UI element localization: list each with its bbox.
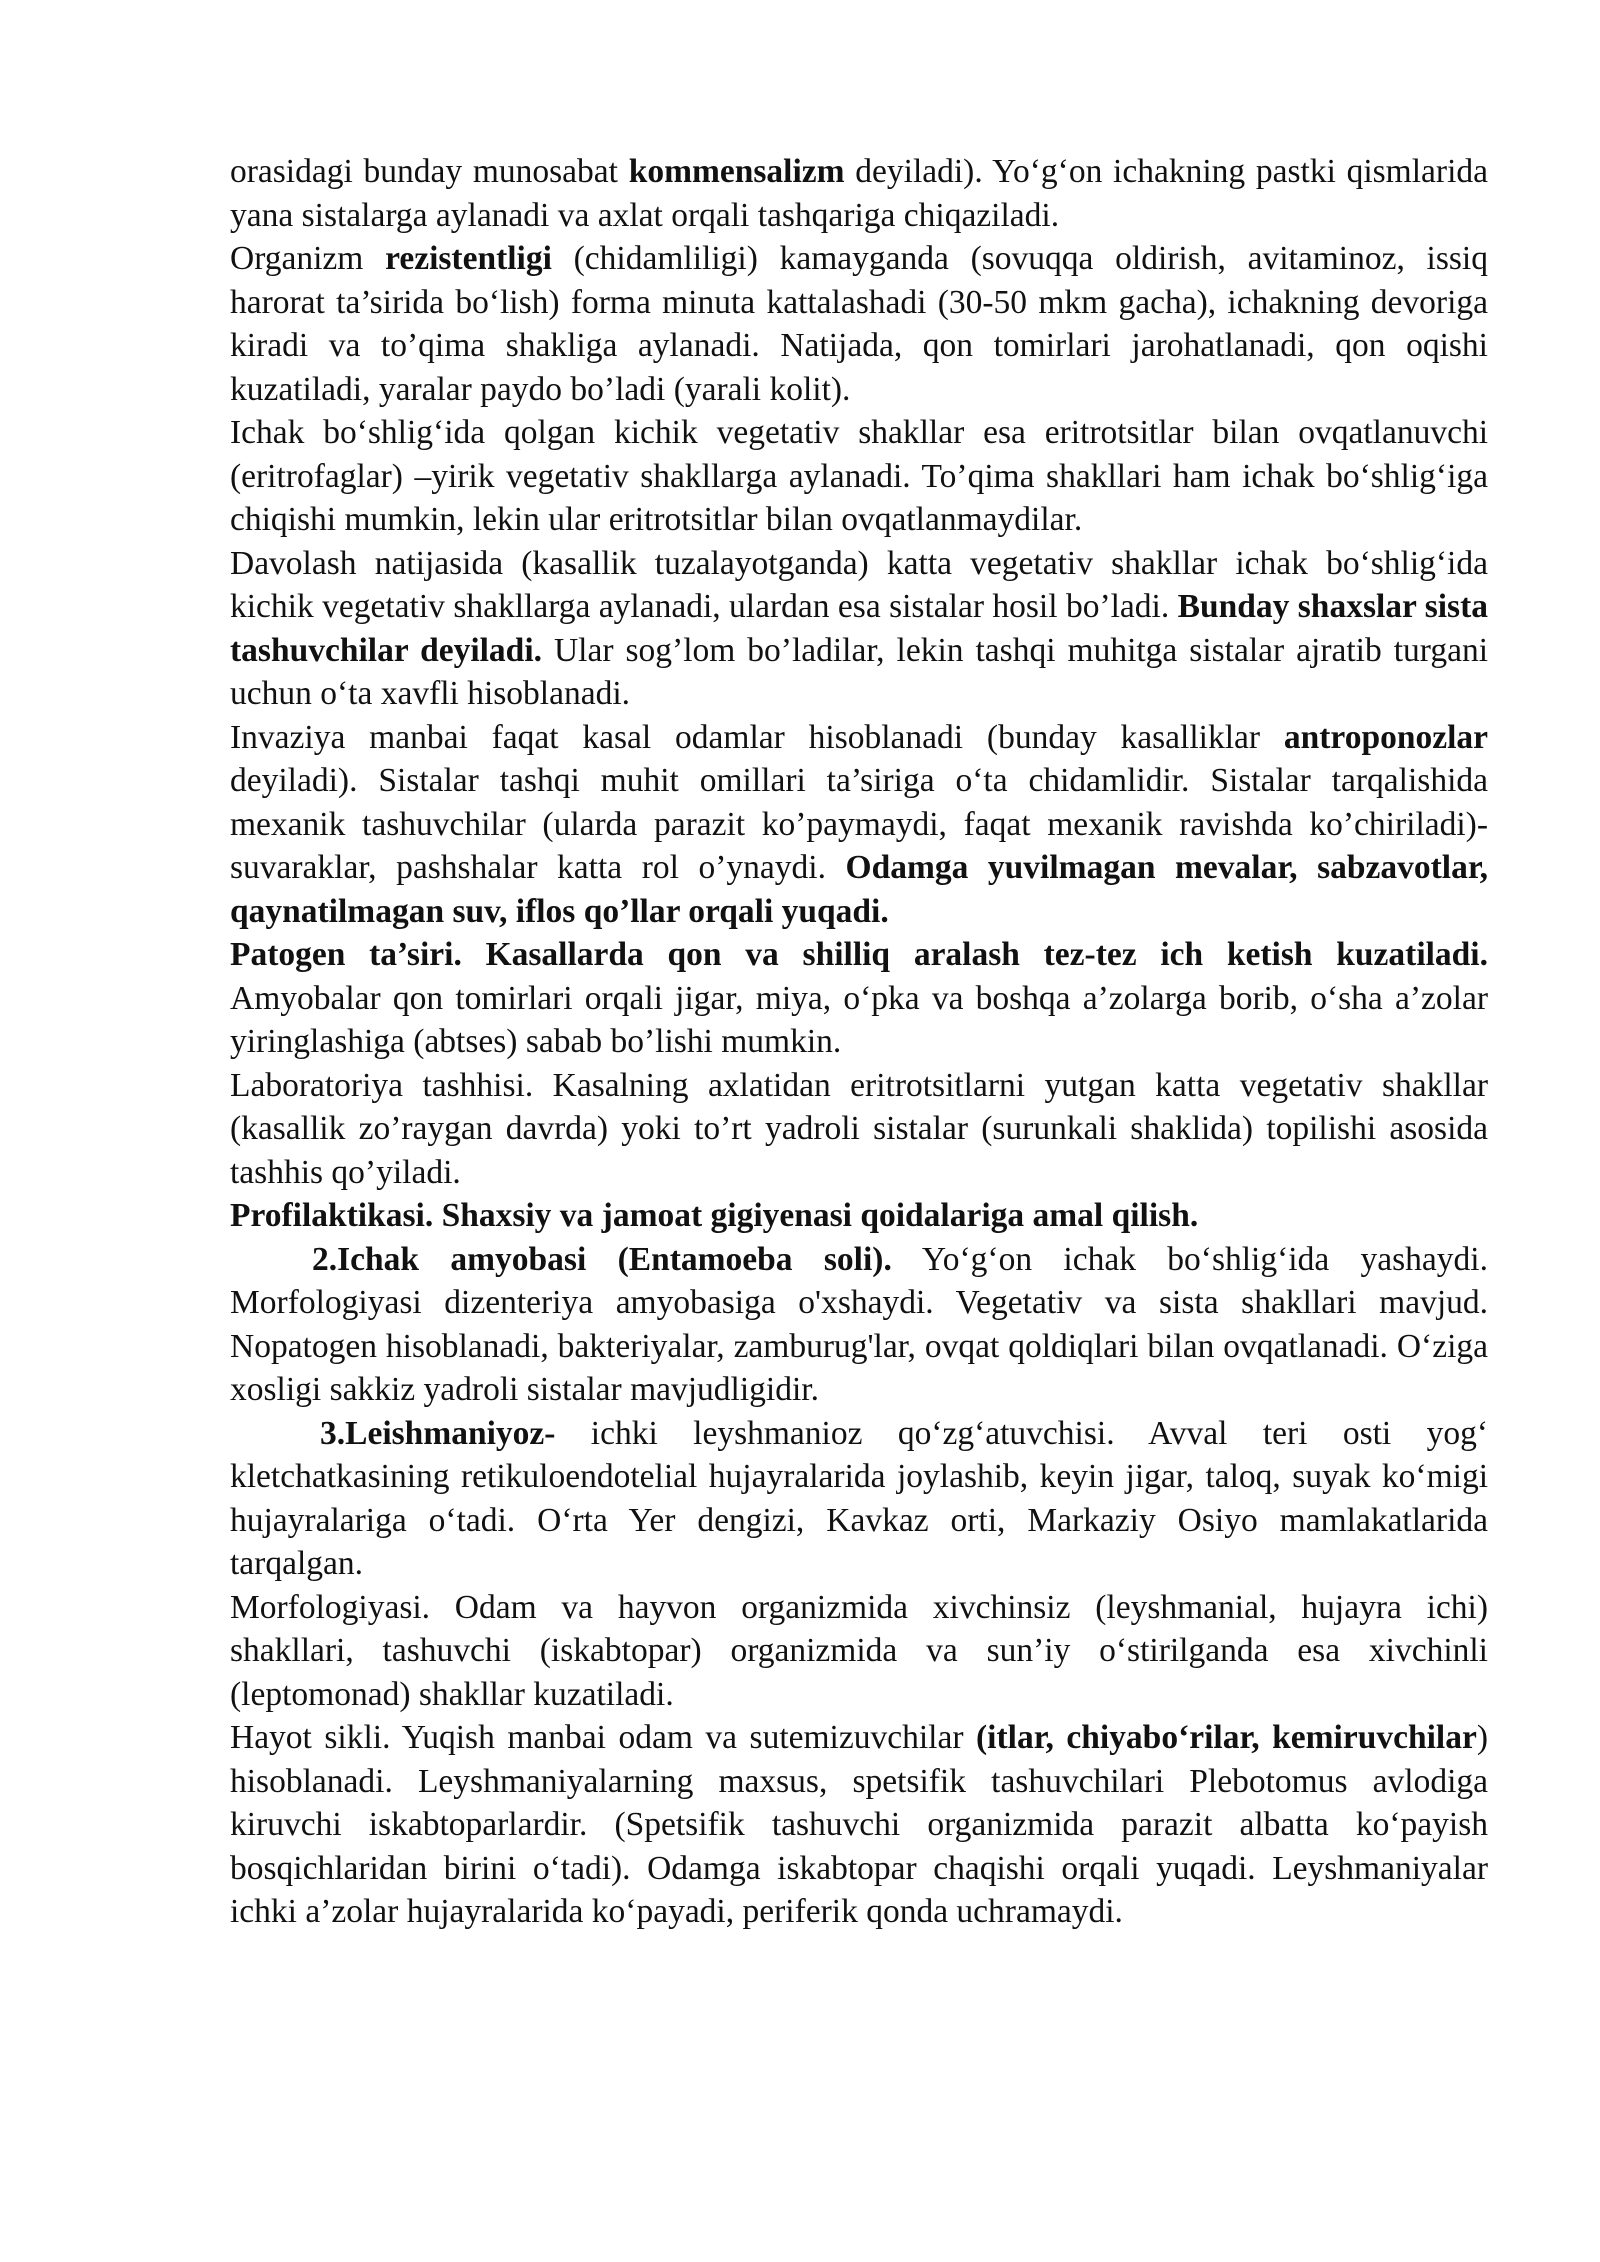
text-span: Organizm [230, 240, 386, 277]
paragraph-kommensalizm [230, 150, 1488, 237]
paragraph-ichak-boshligi [230, 411, 1488, 542]
section-heading-ichak-amyobasi: 2.Ichak amyobasi (Entamoeba soli). [312, 1240, 892, 1278]
bold-term-rezistentligi: rezistentligi [385, 240, 552, 277]
bold-term-antroponozlar: antroponozlar [1283, 718, 1488, 756]
text-span: deyiladi). Sistalar tashqi muhit omillari ta’siriga o‘ta chidamlidir. Sistalar tarqalishida mexanik tashuvchilar (ularda parazit ko’paymaydi, faqat mexanik ravishda ko’chiriladi)-suvaraklar, pashshalar katta rol o’ynaydi. [230, 762, 1488, 886]
text-span: deyiladi). Yo‘g‘on ichakning pastki qismlarida yana sistalarga aylanadi va axlat orqali tashqariga chiqaziladi. [230, 153, 1488, 234]
bold-odamga-yuqadi: Odamga yuvilmagan mevalar, sabzavotlar, qaynatilmagan suv, iflos qo’llar orqali yuqadi. [230, 849, 1488, 930]
paragraph-ichak-amyobasi [230, 1238, 1488, 1412]
section-heading-leishmaniyoz: 3.Leishmaniyoz- [320, 1414, 556, 1452]
paragraph-patogen [230, 933, 1488, 1064]
text-span: Davolash natijasida (kasallik tuzalayotganda) katta vegetativ shakllar ichak bo‘shlig‘ida kichik vegetativ shakllarga aylanadi, ulardan esa sistalar hosil bo’ladi. [230, 544, 1488, 625]
text-span: Invaziya manbai faqat kasal odamlar hisoblanadi (bunday kasalliklar [230, 718, 1284, 756]
text-span: Morfologiyasi. Odam va hayvon organizmida xivchinsiz (leyshmanial, hujayra ichi) shakllari, tashuvchi (iskabtopar) organizmida va sun’iy o‘stirilganda esa xivchinli (leptomonad) shakllar kuzatiladi. [230, 1588, 1488, 1713]
paragraph-rezistentligi [230, 237, 1488, 411]
paragraph-invaziya [230, 716, 1488, 934]
paragraph-hayot-sikli [230, 1716, 1488, 1934]
paragraph-davolash [230, 542, 1488, 716]
text-span: ichki leyshmanioz qo‘zg‘atuvchisi. Avval teri osti yog‘ kletchatkasining retikuloendotelial hujayralarida joylashib, keyin jigar, taloq, suyak ko‘migi hujayralariga o‘tadi. O‘rta Yer dengizi, Kavkaz orti, Markaziy Osiyo mamlakatlarida tarqalgan. [230, 1414, 1488, 1582]
text-span: orasidagi bunday munosabat [230, 153, 629, 190]
text-span: (chidamliligi) kamayganda (sovuqqa oldirish, avitaminoz, issiq harorat ta’sirida bo‘lish) forma minuta kattalashadi (30-50 mkm gacha), ichakning devoriga kiradi va to’qima shakliga aylanadi. Natijada, qon tomirlari jarohatlanadi, qon oqishi kuzatiladi, yaralar paydo bo’ladi (yarali kolit). [230, 240, 1488, 408]
paragraph-laboratoriya [230, 1064, 1488, 1195]
bold-term-kommensalizm: kommensalizm [628, 153, 845, 190]
text-span: Amyobalar qon tomirlari orqali jigar, miya, o‘pka va boshqa a’zolarga borib, o‘sha a’zolar yiringlashiga (abtses) sabab bo’lishi mumkin. [230, 979, 1488, 1060]
bold-hosts-list: (itlar, chiyabo‘rilar, kemiruvchilar [976, 1719, 1477, 1756]
text-span: Laboratoriya tashhisi. Kasalning axlatidan eritrotsitlarni yutgan katta vegetativ shakllar (kasallik zo’raygan davrda) yoki to’rt yadroli sistalar (surunkali shaklida) topilishi asosida tashhis qo’yiladi. [230, 1066, 1488, 1191]
paragraph-morfologiyasi [230, 1586, 1488, 1717]
text-span: Yo‘g‘on ichak bo‘shlig‘ida yashaydi. Morfologiyasi dizenteriya amyobasiga o'xshaydi. Vegetativ va sista shakllari mavjud. Nopatogen hisoblanadi, bakteriyalar, zamburug'lar, ovqat qoldiqlari bilan ovqatlanadi. O‘ziga xosligi sakkiz yadroli sistalar mavjudligidir. [230, 1240, 1488, 1408]
bold-profilaktikasi: Profilaktikasi. Shaxsiy va jamoat gigiyenasi qoidalariga amal qilish. [230, 1197, 1199, 1234]
document-page [230, 150, 1488, 1934]
text-span: Ichak bo‘shlig‘ida qolgan kichik vegetativ shakllar esa eritrotsitlar bilan ovqatlanuvchi (eritrofaglar) –yirik vegetativ shakllarga aylanadi. To’qima shakllari ham ichak bo‘shlig‘iga chiqishi mumkin, lekin ular eritrotsitlar bilan ovqatlanmaydilar. [230, 414, 1488, 538]
text-span: Ular sog’lom bo’ladilar, lekin tashqi muhitga sistalar ajratib turgani uchun o‘ta xavfli hisoblanadi. [230, 631, 1488, 712]
bold-sista-tashuvchilar: Bunday shaxslar sista tashuvchilar deyiladi. [230, 588, 1488, 669]
text-span: Hayot sikli. Yuqish manbai odam va sutemizuvchilar [230, 1719, 977, 1756]
bold-patogen-tasiri: Patogen ta’siri. Kasallarda qon va shilliq aralash tez-tez ich ketish kuzatiladi. [230, 936, 1488, 973]
paragraph-leishmaniyoz [230, 1412, 1488, 1586]
paragraph-profilaktikasi [230, 1194, 1488, 1238]
text-span: ) hisoblanadi. Leyshmaniyalarning maxsus, spetsifik tashuvchilari Plebotomus avlodiga kiruvchi iskabtoparlardir. (Spetsifik tashuvchi organizmida parazit albatta ko‘payish bosqichlaridan birini o‘tadi). Odamga iskabtopar chaqishi orqali yuqadi. Leyshmaniyalar ichki a’zolar hujayralarida ko‘payadi, periferik qonda uchramaydi. [230, 1719, 1488, 1930]
